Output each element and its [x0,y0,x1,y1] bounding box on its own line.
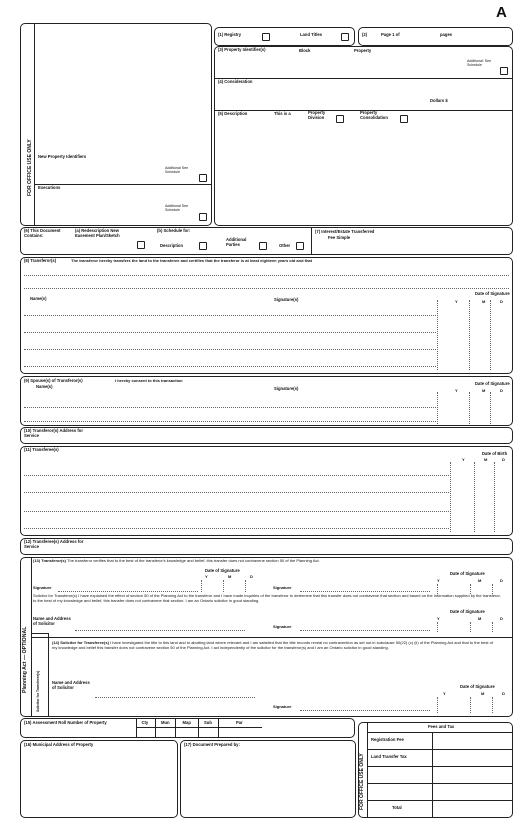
section-13-text: The transferor verifies that to the best of the transferor's knowledge and belief, this transfer does not contravene section 50 of the Planning Act. [67,558,320,563]
section-13-date-sig-2: Date of Signature [450,571,485,576]
section-13-signature-2: Signature [273,585,292,590]
dollars-label: Dollars $ [430,98,448,103]
fees-tax-title: Fees and Tax [428,724,455,729]
section-2-label: (2) [362,32,368,37]
section-13-label: (13) Transferor(s) The transferor verifies that to the best of the transferor's knowledge and belief, this transfer does not contravene section 50 of the Planning Act. [33,558,320,563]
property-label: Property [354,48,372,53]
document-contains-label: (6) This Document Contains: [24,228,61,238]
property-identifier-label: (3) Property Identifier(s) [218,47,266,52]
spouse-label: (9) Spouse(s) of Transferor(s) [24,378,83,383]
new-property-identifiers-label: New Property Identifiers [38,154,87,159]
registry-label: (1) Registry [218,32,242,37]
transferor-address-label: (10) Transferor(s) Address for Service [24,428,83,438]
description-label: (5) Description [218,111,248,116]
roll-col-map: Map [182,720,191,725]
fee-simple-value: Fee Simple [328,235,351,240]
section-13-date-sig-3: Date of Signature [450,609,485,614]
section-14-name-address: Name and Address of Solicitor [52,680,90,690]
municipal-address-label: (16) Municipal Address of Property [24,742,94,747]
section-9-spouse [20,376,513,426]
fee-row-label: Land Transfer Tax [371,754,407,759]
additional-see-schedule-1: Additional See Schedule [165,166,189,175]
section-16-municipal [20,740,178,818]
executions-label: Executions [38,185,61,190]
transferors-label: (8) Transferor(s) [24,258,57,263]
additional-parties-checkbox[interactable] [259,242,267,250]
additional-parties-label: Additional Parties [226,237,247,247]
property-consolidation-checkbox[interactable] [400,115,408,123]
other-label: Other [279,243,291,248]
roll-col-divider [198,718,199,738]
description-sched-checkbox[interactable] [199,242,207,250]
property-division-checkbox[interactable] [336,115,344,123]
date-of-birth-label: Date of Birth [482,451,508,456]
additional-schedule-checkbox-2[interactable] [199,213,207,221]
roll-col-divider [218,718,219,738]
fee-row-label: Registration Fee [371,737,404,742]
transferees-label: (11) Transferee(s) [24,447,59,452]
roll-col-mun: Mun [161,720,170,725]
transferee-address-label: (12) Transferee(s) Address for Service [24,539,84,549]
redescription-label: (a) Redescription New Easement Plan/Sketch [75,228,120,238]
transferor-date-signature: Date of Signature [475,291,510,296]
section-13-name-address: Name and Address of Solicitor [33,616,71,626]
section-14-signature: Signature [273,704,292,709]
office-use-label: FOR OFFICE USE ONLY [27,139,33,196]
additional-schedule-checkbox-1[interactable] [199,174,207,182]
spouse-date-signature: Date of Signature [475,381,510,386]
property-division-label: Property Division [308,110,326,120]
roll-col-par: Par [236,720,243,725]
roll-col-sub: Sub [204,720,212,725]
section-13-signature-1: Signature [33,585,52,590]
spouse-text: I hereby consent to this transaction [115,378,183,383]
section-14-date-sig: Date of Signature [460,684,495,689]
prepared-by-label: (17) Document Prepared by: [184,742,240,747]
transferor-names-label: Name(s) [30,296,47,301]
solicitor-transferor-text: Solicitor for Transferor(s) I have explained the effect of section 50 of the Planning Act to the transferor and I have made inquiries of the transferor to determine that this transfer does not contravene that section and based on the information supplied by the transferor, to the best of my knowledge and belief, this transfer does not contravene that section. I am an Ontario solicitor in good standing. [33,593,501,603]
solicitor-side-label: Solicitor for Transferee(s) [36,670,40,712]
land-titles-label: Land Titles [300,32,323,37]
section-11-transferees [20,446,513,536]
section-3-additional: Additional: See Schedule [467,59,492,68]
office-use-box [20,23,212,226]
assessment-roll-label: (15) Assessment Roll Number of Property [24,720,107,725]
section-17-prepared-by [180,740,356,818]
block-label: Block [299,48,311,53]
other-checkbox[interactable] [296,242,304,250]
additional-see-schedule-2: Additional See Schedule [165,204,189,213]
sections-3-5-box [214,46,513,226]
transferors-text: The transferor hereby transfers the land to the transferee and certifies that the transferor is at least eighteen years old and that [71,258,312,263]
page-label: Page 1 of [381,32,400,37]
section-13-signature-3: Signature [273,624,292,629]
transferor-signatures-label: Signature(s) [274,297,299,302]
section-13-date-sig: Date of Signature [205,568,240,573]
form-letter: A [496,4,507,21]
consideration-label: (4) Consideration [218,79,253,84]
section-14-text: (14) Solicitor for Transferee(s) I have investigated the title to this land and to abutting land where relevant and I am satisfied that the title records reveal no contravention as set out in subclause 50(22) (c) (ii) of the Planning Act and that to the best of my knowledge and belief this transfer does not contravene section 50 of the Planning Act. I act independently of the solicitor for the transferor(s) and I am an Ontario solicitor in good standing. [52,640,493,650]
office-use-label-2: FOR OFFICE USE ONLY [359,753,365,810]
spouse-names-label: Name(s) [36,384,53,389]
roll-col-divider [155,718,156,738]
redescription-checkbox[interactable] [137,241,145,249]
land-titles-checkbox[interactable] [341,33,349,41]
fee-row-label: Total [392,805,402,810]
pages-label: pages [440,32,453,37]
section-3-additional-checkbox[interactable] [500,67,508,75]
interest-estate-label: (7) Interest/Estate Transferred [315,229,375,234]
planning-act-label: Planning Act — OPTIONAL [22,626,28,693]
roll-col-divider [175,718,176,738]
spouse-signatures-label: Signature(s) [274,386,299,391]
roll-col-divider [136,718,137,738]
schedule-for-label: (b) Schedule for: [157,228,191,233]
property-consolidation-label: Property Consolidation [360,110,388,120]
registry-checkbox[interactable] [262,33,270,41]
description-sched-label: Description [160,243,184,248]
this-is-a-label: This is a [274,111,291,116]
roll-col-cty: Cty [141,720,149,725]
